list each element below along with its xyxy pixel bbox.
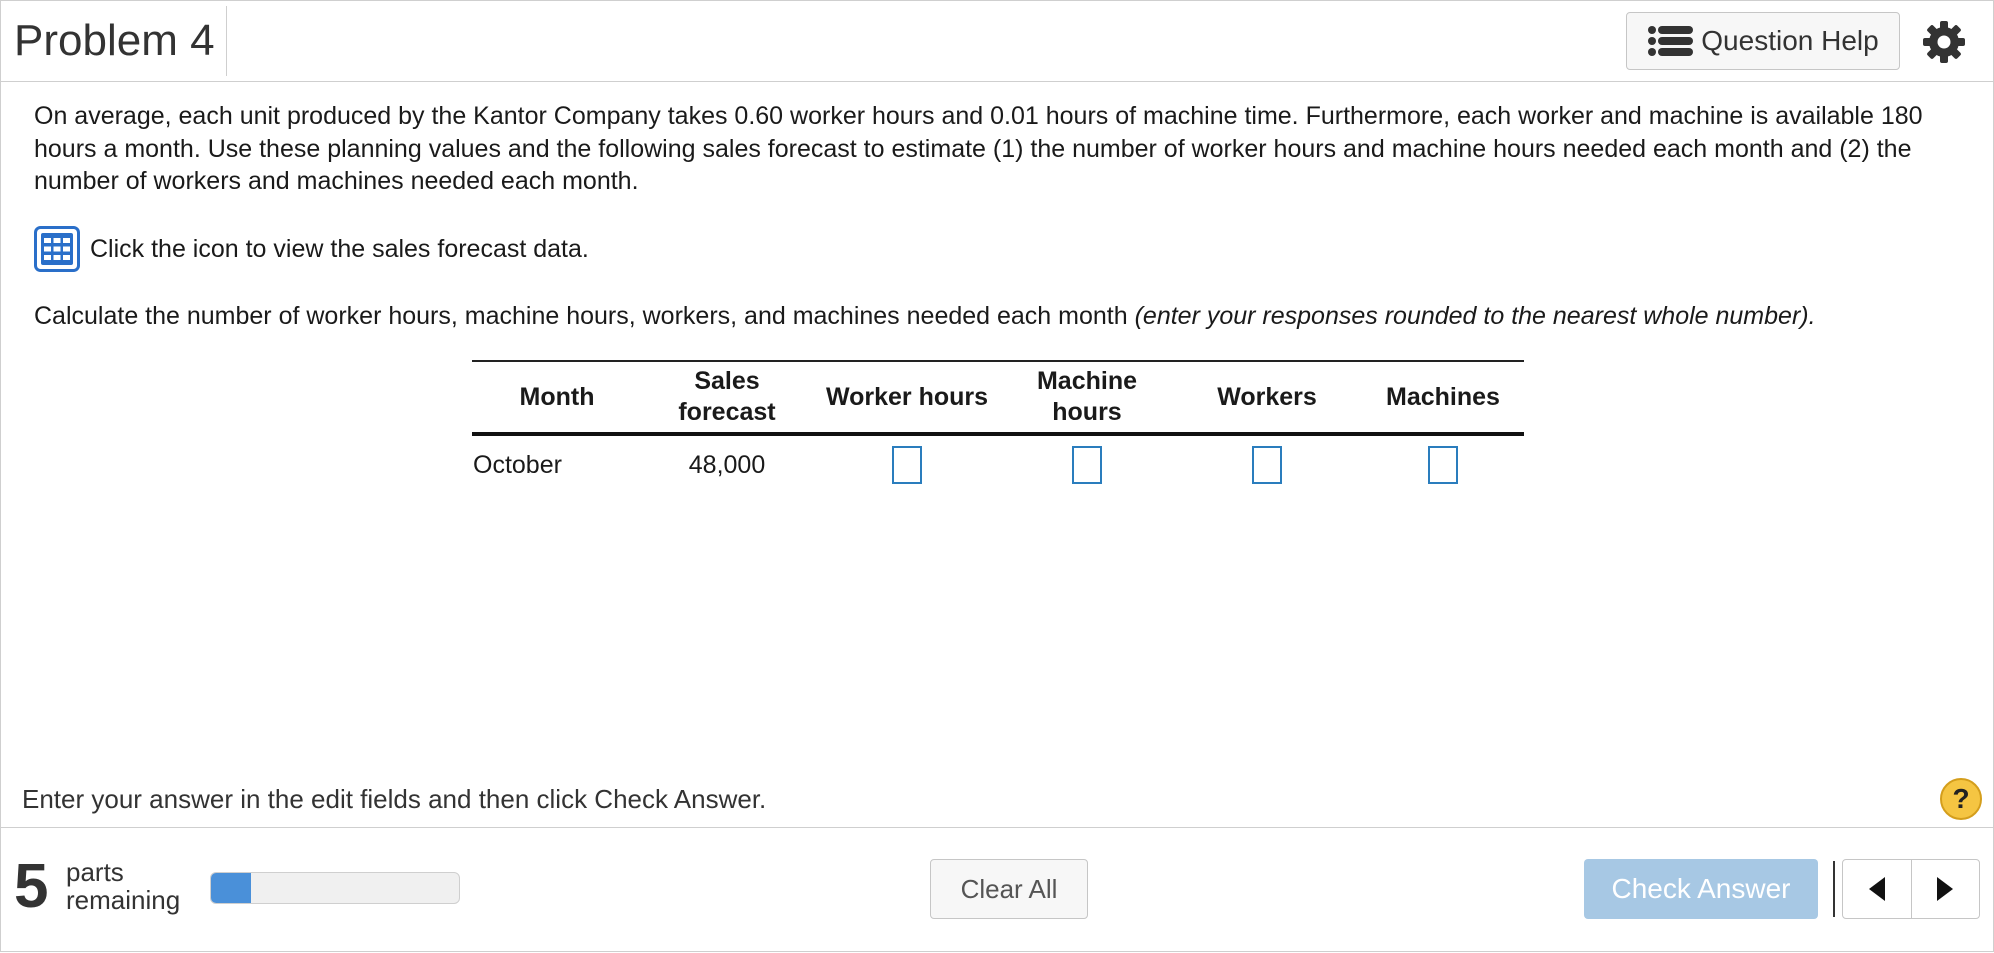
triangle-left-icon [1867, 876, 1887, 902]
cell-worker-hours [812, 434, 1002, 491]
question-help-label: Question Help [1701, 25, 1879, 56]
answer-table [472, 360, 1524, 491]
cell-workers [1172, 434, 1362, 491]
navigation-buttons [1842, 859, 1980, 919]
header-machine-hours [1002, 361, 1172, 434]
problem-statement: On average, each unit produced by the Kantor Company takes 0.60 worker hours and 0.01 hours of machine time. Furthermore, each worker and machine is available 180 hours a month. Use these planning values and the following sales forecast to estimate (1) the number of worker hours and machine hours needed each month and (2) the number of workers and machines needed each month. [34, 102, 1923, 195]
instruction-italic: (enter your responses rounded to the nearest whole number). [1134, 302, 1816, 330]
sales-data-link-text: Click the icon to view the sales forecast data. [90, 234, 589, 263]
table-header-row [472, 361, 1524, 434]
previous-button[interactable] [1843, 860, 1911, 918]
help-button[interactable]: ? [1940, 778, 1982, 820]
calendar-table-icon[interactable] [34, 226, 80, 272]
worker-hours-input[interactable] [892, 446, 922, 484]
enter-answer-message: Enter your answer in the edit fields and then click Check Answer. [22, 784, 767, 814]
header-month: Month [519, 382, 595, 411]
progress-fill [211, 873, 251, 903]
gear-icon[interactable] [1922, 20, 1966, 64]
progress-bar [210, 872, 460, 904]
parts-label-line1: parts [66, 857, 124, 887]
nav-divider [1833, 861, 1835, 917]
header-machine-hours-line2: hours [1052, 398, 1122, 426]
header-worker-hours: Worker hours [825, 382, 989, 411]
instruction-text [34, 302, 1816, 331]
machines-input[interactable] [1428, 446, 1458, 484]
parts-remaining-count: 5 [14, 852, 49, 921]
header-machines: Machines [1386, 382, 1500, 411]
question-help-button[interactable] [1626, 12, 1900, 70]
cell-month: October [473, 450, 562, 479]
title-divider [226, 6, 227, 76]
check-answer-button[interactable]: Check Answer [1584, 859, 1818, 919]
problem-header [0, 0, 1994, 82]
header-machine-hours-line1: Machine [1036, 367, 1138, 395]
header-sales-forecast-line2: forecast [678, 398, 776, 426]
cell-machines [1362, 434, 1524, 491]
header-workers: Workers [1217, 382, 1317, 411]
page-title: Problem 4 [14, 16, 215, 65]
workers-input[interactable] [1252, 446, 1282, 484]
table-row [472, 434, 1524, 491]
next-button[interactable] [1911, 860, 1980, 918]
header-sales-forecast-line1: Sales [694, 367, 760, 395]
sales-data-link-row [34, 226, 589, 272]
clear-all-button[interactable]: Clear All [930, 859, 1088, 919]
instruction-main: Calculate the number of worker hours, machine hours, workers, and machines needed each month [34, 302, 1135, 330]
header-sales-forecast [642, 361, 812, 434]
list-icon [1647, 26, 1693, 56]
cell-sales-forecast: 48,000 [688, 450, 766, 479]
parts-label-line2: remaining [66, 885, 181, 915]
machine-hours-input[interactable] [1072, 446, 1102, 484]
cell-machine-hours [1002, 434, 1172, 491]
parts-remaining-label [66, 858, 180, 914]
triangle-right-icon [1935, 876, 1955, 902]
